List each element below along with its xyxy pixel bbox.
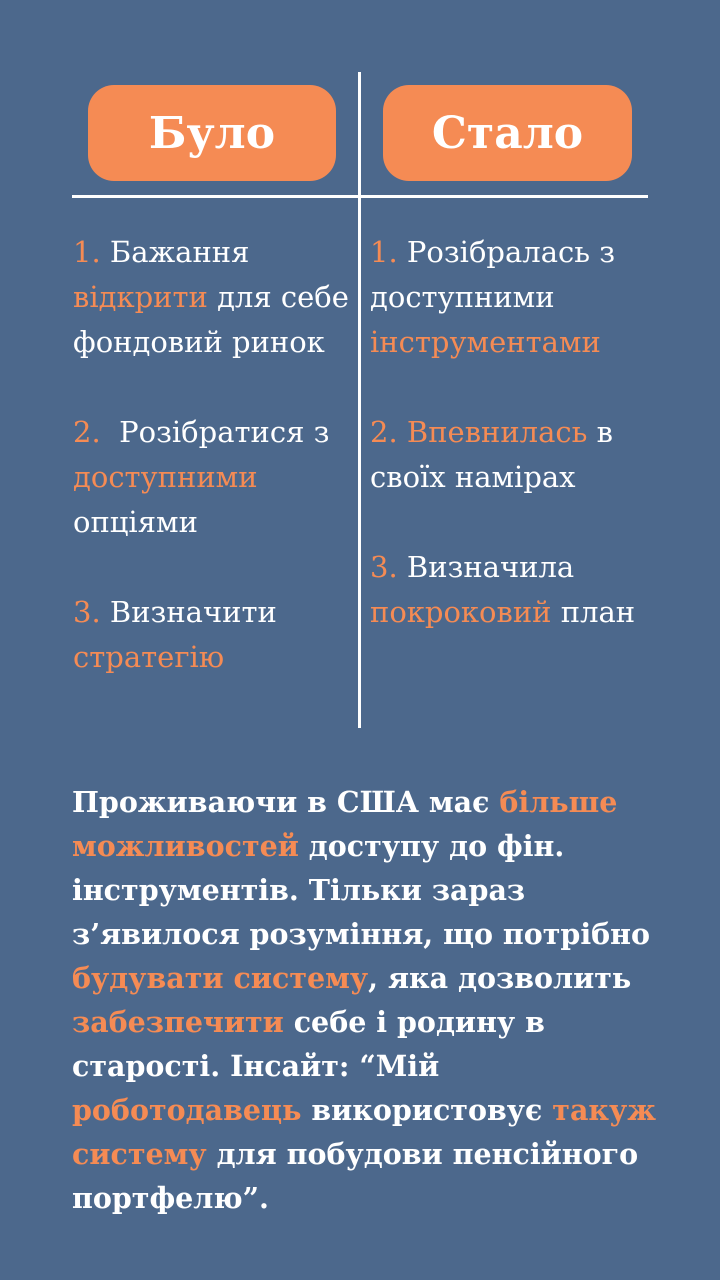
item-highlight: доступними [73,460,258,494]
after-item-3 [370,545,670,635]
item-highlight: стратегію [73,640,225,674]
item-text: Визначити [100,595,277,629]
item-text: опціями [73,505,198,539]
item-number: 1. [370,235,398,269]
item-number: 1. [73,235,101,269]
item-text: в своїх намірах [370,415,613,494]
item-highlight: покроковий [370,595,552,629]
item-text: Розібратися з [100,415,339,449]
item-number: 3. [73,595,101,629]
paragraph-highlight: роботодавець [72,1093,302,1127]
paragraph-text: доступу до фін. інструментів. Тільки зараз з’явилося розуміння, що потрібно [72,829,651,951]
before-item-3 [73,590,358,680]
before-column [73,230,358,680]
item-text [398,415,407,449]
after-column [370,230,670,635]
before-item-2 [73,410,358,545]
paragraph-highlight: такуж систему [72,1093,657,1171]
vertical-divider [358,72,361,728]
bulo-badge: Було [88,85,336,181]
item-text: для себе фондовий ринок [73,280,349,359]
item-text: Бажання [100,235,250,269]
paragraph-text: для побудови пенсійного портфелю”. [72,1137,639,1215]
before-item-1 [73,230,358,365]
item-text: Визначила [397,550,575,584]
item-highlight: Впевнилась [406,415,588,449]
stalo-badge: Стало [383,85,632,181]
paragraph-text: себе і родину в старості. Інсайт: “Мій [72,1005,545,1083]
item-number: 2. [73,415,101,449]
insight-paragraph [72,780,672,1220]
paragraph-highlight: будувати систему [72,961,369,995]
item-text: план [551,595,636,629]
horizontal-divider [72,195,648,198]
paragraph-highlight: більше можливостей [72,785,618,863]
paragraph-text: , яка дозволить [368,961,632,995]
paragraph-text: Проживаючи в США має [72,785,500,819]
item-number: 2. [370,415,398,449]
paragraph-highlight: забезпечити [72,1005,284,1039]
item-highlight: інструментами [370,325,601,359]
after-item-2 [370,410,670,500]
item-number: 3. [370,550,398,584]
after-item-1 [370,230,670,365]
item-text: Розібралась з доступними [370,235,616,314]
item-highlight: відкрити [73,280,208,314]
paragraph-text: використовує [301,1093,553,1127]
